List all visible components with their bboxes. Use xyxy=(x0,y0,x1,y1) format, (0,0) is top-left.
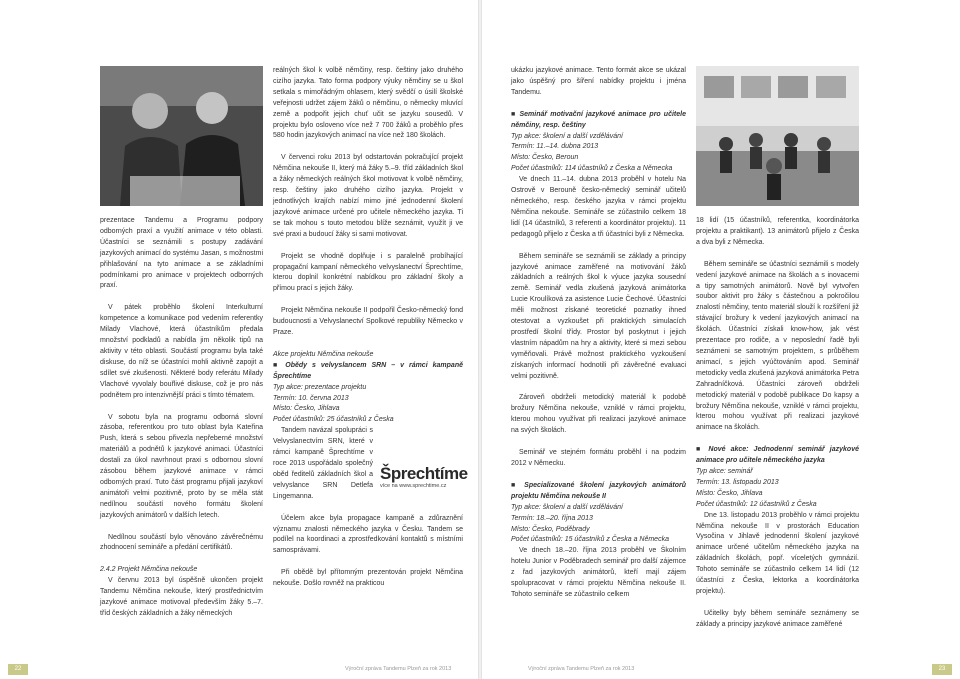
event-label: Akce projektu Němčina nekouše xyxy=(273,350,374,358)
paragraph: Tandem navázal spolupráci s Velvyslanectvím SRN, které v rámci kampaně Šprechtíme v roce 2013 uspořádalo společný oběd ředitelů základních škol a velvyslance SRN Detlefa Lingemanna. xyxy=(273,427,373,500)
event-block xyxy=(511,110,686,175)
event-place: Místo: Česko, Beroun xyxy=(511,154,579,162)
event-date: Termín: 11.–14. dubna 2013 xyxy=(511,143,599,151)
event-count: Počet účastníků: 12 účastníků z Česka xyxy=(696,500,817,508)
column-2 xyxy=(273,66,463,601)
photo-participants-left xyxy=(100,66,263,206)
event-count: Počet účastníků: 25 účastníků z Česka xyxy=(273,416,394,424)
paragraph: V červenci roku 2013 byl odstartován pokračující projekt Němčina nekouše II, který má žáky 5.–9. tříd základních škol a žáky německých reálných škol motivovat k volbě němčiny, resp. češtiny jako druhého cizího jazyka. Projekt v jednotlivých krajích nabízí mimo jiné jednodenní školení jazykové animace určené pro učitele německého jazyka. Ti se tak mohou s touto metodou blíže seznámit, využít ji ve své praxi a budoucí žáky si sami motivovat. xyxy=(273,154,463,238)
event-block xyxy=(696,445,859,510)
logo-tagline: více na www.sprechtime.cz xyxy=(380,483,447,489)
paragraph: V sobotu byla na programu odborná slovní zásoba, referentkou pro tuto oblast byla Kateřina Push, která s sebou přivezla nepřeberné množství materiálů a podnětů k jazykové animaci. Účastníci dostali za úkol navrhnout praxi s odbornou slovní zásobou během jazykové animace v rámci odborných praxí. Tuto část programu přijali jazykoví animátoři velmi pozitivně, proto by se měla stát nedílnou součástí nového formátu školení jazykových animátorů v dalších letech. xyxy=(100,413,263,519)
paragraph: V červnu 2013 byl úspěšně ukončen projekt Tandemu Němčina nekouše, který prostřednictvím jazykové animace motivoval především žáky 5.–7. tříd českých základních a žáky německých xyxy=(100,577,263,617)
event-date: Termín: 13. listopadu 2013 xyxy=(696,478,779,486)
section-heading: 2.4.2 Projekt Němčina nekouše xyxy=(100,566,198,574)
footer-title-left: Výroční zpráva Tandemu Plzeň za rok 2013 xyxy=(345,666,452,672)
logo-wordmark: Šprechtíme xyxy=(380,464,468,483)
event-place: Místo: Česko, Jihlava xyxy=(696,489,763,497)
paragraph: Během semináře se účastníci seznámili s modely vedení jazykové animace na školách a s inovacemi a tipy samotných animátorů. Nově byl vytvořen soubor aktivit pro žáky s částečnou a pokročilou znalostí němčiny, tento materiál slouží k rozšíření již stávající brožury k vedení jazykových animací na školách. Účastníci získali know-how, jak vést prezentace pro rodiče, a v neposlední řadě byli seznámeni se samotným projektem, s průběhem animací, s jejich vyúčtováním apod. Seminář metodicky vedla zkušená jazyková animátorka Petra Zahradníčková. Účastníci zároveň obdrželi metodický materiál v podobě publikace Do kapsy a brožury Němčina nekouše, vzniklé v rámci projektu, kterou mohou využívat při realizaci jazykové animace na školách. xyxy=(696,260,859,432)
paragraph: Ve dnech 18.–20. října 2013 proběhl ve Školním hotelu Junior v Poděbradech seminář pro další zájemce z řad jazykových animátorů, kteří mají zájem spolupracovat v rámci projektu Němčina nekouše II. Tohoto semináře se zúčastnilo celkem xyxy=(511,547,686,598)
paragraph: Seminář ve stejném formátu proběhl i na podzim 2012 v Německu. xyxy=(511,449,686,467)
paragraph: Nedílnou součástí bylo věnováno závěrečnému zhodnocení semináře a předání certifikátů. xyxy=(100,533,263,552)
column-1 xyxy=(100,216,263,631)
paragraph: prezentace Tandemu a Programu podpory odborných praxí a využití animace v této oblasti. Účastníci se seznámili s postupy zadávání jazykových animací do systému Jasan, s možnostmi přihlašování na tyto animace a se základními podmínkami pro animace v projektech odborných praxí. xyxy=(100,217,263,290)
paragraph: V pátek proběhlo školení Interkulturní kompetence a komunikace pod vedením referentky Milady Vlachové, která účastníkům předala množství podkladů a nabídla jim několik tipů na aktivity v této oblasti. Součástí programu byla také diskuse, do níž se účastníci mohli aktivně zapojit a sdílet své zkušenosti. Některé body referátu Milady Vlachové vyvolaly bouřlivé diskuse, což je pro nás podnětem pro intenzivnější práci s tímto tématem. xyxy=(100,304,263,399)
column-3 xyxy=(511,66,686,612)
page-number-left: 22 xyxy=(8,664,28,675)
paragraph: Projekt se vhodně doplňuje i s paralelně probíhající propagační kampaní německého velvyslanectví Šprechtíme, kterou doplnil konkrétní nabídkou pro základní školy a přímou prací s jejich žáky. xyxy=(273,252,463,293)
paragraph: Projekt Němčina nekouše II podpořil Česko-německý fond budoucnosti a Velvyslanectví Spolkové republiky Německo v Praze. xyxy=(273,307,463,337)
sprechtime-logo xyxy=(380,465,468,497)
event-type: Typ akce: prezentace projektu xyxy=(273,383,367,391)
paragraph: Učitelky byly během semináře seznámeny se základy a principy jazykové animace zaměřené xyxy=(696,609,859,628)
event-block xyxy=(273,350,463,426)
event-place: Místo: Česko, Jihlava xyxy=(273,405,340,413)
event-type: Typ akce: seminář xyxy=(696,468,753,476)
event-count: Počet účastníků: 114 účastníků z Česka a Německa xyxy=(511,165,673,173)
event-block xyxy=(511,481,686,546)
paragraph: Účelem akce byla propagace kampaně a zdůraznění významu znalosti německého jazyka v Česku. Tandem se podílel na koordinaci a zprostředkování kontaktů s místními samosprávami. xyxy=(273,514,463,555)
paragraph: Zároveň obdrželi metodický materiál k podobě brožury Němčina nekouše, vzniklé v rámci projektu, kterou mohou využívat při realizaci jazykové animace na svých školách. xyxy=(511,394,686,435)
event-title: ■ Seminář motivační jazykové animace pro učitele němčiny, resp. češtiny xyxy=(511,110,686,129)
event-type: Typ akce: školení a další vzdělávání xyxy=(511,503,623,511)
paragraph: Během semináře se seznámili se základy a principy jazykové animace zaměřené na motivování žáků základních a reálných škol k výuce jazyka sousední země. Seminář vedla zkušená jazyková animátorka Lucie Kroulíková za asistence Lucie Čechové. Účastníci měli možnost získané teoretické poznatky ihned otestovat a vyzkoušet při praktických simulacích prostředí školní třídy. Prostor byl poskytnut i jejich vlastním nápadům na hry a aktivity, které si mezi sebou vyměňovali. Právě možnost praktického vyzkoušení získaných informací hodnotili při závěrečné evaluaci velmi pozitivně. xyxy=(511,252,686,380)
event-date: Termín: 10. června 2013 xyxy=(273,394,349,402)
paragraph: Ve dnech 11.–14. dubna 2013 proběhl v hotelu Na Ostrově v Berouně česko-německý seminář učitelů německého, resp. českého jazyka v rámci projektu Němčina nekouše. Semináře se zúčastnilo celkem 18 lidí (14 účastníků, 3 referenti a koordinátor projektu). 11 pedagogů přijelo z Česka a tři účastníci byli z Německa. xyxy=(511,176,686,238)
paragraph: reálných škol k volbě němčiny, resp. češtiny jako druhého cizího jazyka. Tato forma podpory výuky němčiny se u škol setkala s mimořádným ohlasem, který svědčí o úsilí školské veřejnosti udržet zájem žáků o němčinu, o německy mluvící země a podpořit jejich chuť učit se jazyku sousedů. V projektu bylo osloveno více než 7 700 žáků a proběhlo přes 580 hodin jazykových animací na více než 180 školách. xyxy=(273,67,463,140)
event-title: ■ Obědy s velvyslancem SRN – v rámci kampaně Šprechtíme xyxy=(273,361,463,380)
page-number-right: 23 xyxy=(932,664,952,675)
paragraph: 18 lidí (15 účastníků, referentka, koordinátorka projektu a praktikant). 13 animátorů přijelo z Česka a dva byli z Německa. xyxy=(696,217,859,246)
paragraph: Dne 13. listopadu 2013 proběhlo v rámci projektu Němčina nekouše II v prostorách Education Vysočina v Jihlavě jednodenní školení jazykové animace určené učitelům německého jazyka na základních školách, popř. víceletých gymnázií. Tohoto semináře se zúčastnilo celkem 14 lidí (12 účastníci z Česka, lektorka a koordinátorka projektu). xyxy=(696,511,859,595)
paragraph: ukázku jazykové animace. Tento formát akce se ukázal jako úspěšný pro šíření nabídky projektu i jména Tandemu. xyxy=(511,67,686,96)
event-title: ■ Specializované školení jazykových animátorů projektu Němčina nekouše II xyxy=(511,481,686,500)
event-type: Typ akce: školení a další vzdělávání xyxy=(511,132,623,140)
paragraph: Při obědě byl přítomným prezentován projekt Němčina nekouše. Došlo rovněž na prakticou xyxy=(273,569,463,588)
photo-seminar-room xyxy=(696,66,859,206)
page-gutter xyxy=(478,0,482,679)
event-place: Místo: Česko, Poděbrady xyxy=(511,525,590,533)
event-date: Termín: 18.–20. října 2013 xyxy=(511,514,593,522)
footer-title-right: Výroční zpráva Tandemu Plzeň za rok 2013 xyxy=(528,666,635,672)
event-count: Počet účastníků: 15 účastníků z Česka a Německa xyxy=(511,536,669,544)
event-title: ■ Nové akce: Jednodenní seminář jazykové animace pro učitele německého jazyka xyxy=(696,446,859,465)
column-4 xyxy=(696,216,859,642)
